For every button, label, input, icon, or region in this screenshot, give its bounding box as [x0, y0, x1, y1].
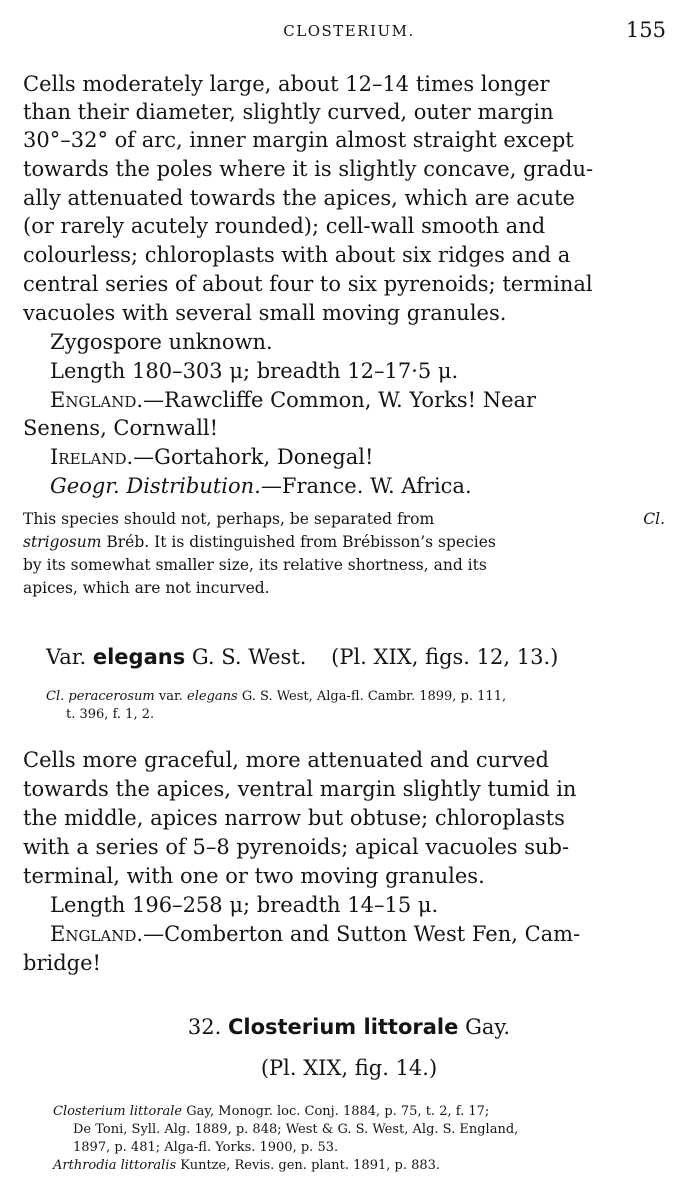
species-number: 32. [187, 1015, 222, 1039]
variety-plate-ref: (Pl. XIX, figs. 12, 13.) [331, 645, 559, 669]
note-line [23, 533, 665, 551]
variety-measurements: Length 196–258 μ; breadth 14–15 μ. [50, 893, 439, 917]
measurements-line: Length 180–303 μ; breadth 12–17·5 μ. [50, 359, 459, 383]
note-line: by its somewhat smaller size, its relative shortness, and its [23, 556, 487, 574]
ireland-label: Ireland. [50, 445, 134, 469]
citation-text: G. S. West, Alga-fl. Cambr. 1899, p. 111, [237, 689, 507, 704]
variety-description-line: the middle, apices narrow but obtuse; chloroplasts [23, 806, 565, 830]
england-locality-cont: Senens, Cornwall! [23, 416, 219, 440]
note-line: apices, which are not incurved. [23, 579, 270, 597]
citation-taxon: Cl. peracerosum [46, 689, 155, 704]
description-line: vacuoles with several small moving granules. [23, 301, 507, 325]
variety-description-line: terminal, with one or two moving granules. [23, 864, 485, 888]
species-plate-ref: (Pl. XIX, fig. 14.) [260, 1056, 438, 1080]
england-locality [50, 388, 536, 412]
variety-description-line: towards the apices, ventral margin slightly tumid in [23, 777, 577, 801]
england-text: —Rawcliffe Common, W. Yorks! Near [143, 388, 537, 412]
note-taxon: strigosum [23, 533, 102, 551]
citation-text: Gay, Monogr. loc. Conj. 1884, p. 75, t. 2, f. 17; [182, 1104, 490, 1119]
note-text: Bréb. It is distinguished from Brébisson’s species [101, 533, 496, 551]
description-line: than their diameter, slightly curved, outer margin [23, 100, 554, 124]
species-citation-cont: 1897, p. 481; Alga-fl. Yorks. 1900, p. 53. [73, 1140, 339, 1155]
variety-author: G. S. West. [191, 645, 307, 669]
variety-citation-cont: t. 396, f. 1, 2. [66, 707, 155, 722]
description-line: ally attenuated towards the apices, which are acute [23, 186, 575, 210]
variety-england-locality-cont: bridge! [23, 951, 101, 975]
species-name: Closterium littorale [227, 1015, 459, 1039]
variety-citation [46, 689, 506, 704]
species-citation-cont: De Toni, Syll. Alg. 1889, p. 848; West & G. S. West, Alg. S. England, [73, 1122, 519, 1137]
note-text: This species should not, perhaps, be separated from [23, 510, 435, 528]
variety-label: Var. [46, 645, 87, 669]
citation-taxon: elegans [187, 689, 238, 704]
species-author: Gay. [465, 1015, 511, 1039]
running-title: CLOSTERIUM. [283, 22, 415, 40]
description-line: 30°–32° of arc, inner margin almost straight except [23, 128, 574, 152]
species-citation [53, 1158, 440, 1173]
description-line: towards the poles where it is slightly concave, gradu- [23, 157, 594, 181]
distribution-text: —France. W. Africa. [260, 474, 472, 498]
citation-taxon: Closterium littorale [53, 1104, 183, 1119]
note-taxon: Cl. [643, 510, 665, 528]
citation-text: Kuntze, Revis. gen. plant. 1891, p. 883. [176, 1158, 441, 1173]
description-line: (or rarely acutely rounded); cell-wall smooth and [23, 214, 546, 238]
citation-taxon: Arthrodia littoralis [53, 1158, 177, 1173]
ireland-locality [50, 445, 373, 469]
description-line: central series of about four to six pyrenoids; terminal [23, 272, 593, 296]
description-line: colourless; chloroplasts with about six ridges and a [23, 243, 571, 267]
page-number: 155 [625, 18, 666, 42]
england-label: England. [50, 388, 144, 412]
species-citation [53, 1104, 489, 1119]
species-heading [0, 1015, 698, 1039]
variety-description-line: with a series of 5–8 pyrenoids; apical vacuoles sub- [23, 835, 570, 859]
zygospore-line: Zygospore unknown. [50, 330, 273, 354]
england-label: England. [50, 922, 144, 946]
variety-description-line: Cells more graceful, more attenuated and curved [23, 748, 549, 772]
description-line: Cells moderately large, about 12–14 times longer [23, 72, 550, 96]
england-text: —Comberton and Sutton West Fen, Cam- [143, 922, 581, 946]
variety-england-locality [50, 922, 580, 946]
citation-text: var. [154, 689, 188, 704]
variety-heading [46, 645, 558, 669]
distribution-line [50, 474, 472, 498]
variety-name: elegans [92, 645, 186, 669]
ireland-text: —Gortahork, Donegal! [133, 445, 374, 469]
distribution-label: Geogr. Distribution. [50, 474, 261, 498]
note-line [23, 510, 665, 528]
